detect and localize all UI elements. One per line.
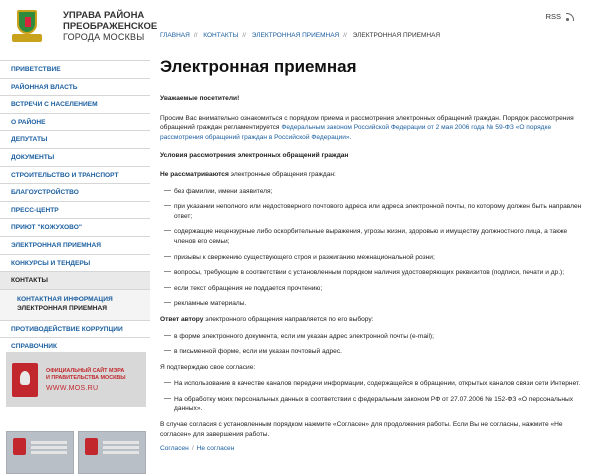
logo-line-3: ГОРОДА МОСКВЫ [63,32,145,42]
nav-item-district-authority[interactable]: РАЙОННАЯ ВЛАСТЬ [0,78,150,96]
nav-item-directory[interactable]: СПРАВОЧНИК [0,337,150,355]
list-item: — в письменной форме, если им указан почтовый адрес. [164,347,342,356]
logo-line-2: ПРЕОБРАЖЕНСКОЕ [63,21,158,32]
list-item: — На использование в качестве каналов передачи информации, содержащейся в обращении, открытых каналов связи сети Интернет. [164,379,581,388]
nav-subitem-e-reception[interactable]: ЭЛЕКТРОННАЯ ПРИЕМНАЯ [17,305,108,313]
rss-label[interactable]: RSS [545,12,561,21]
intro-paragraph: Просим Вас внимательно ознакомиться с порядком приема и рассмотрения электронных обращений граждан. Порядок рассмотрения обращений граждан регламентируется Федеральным законом Российской Федерации от 2 мая 2006 года № 59-ФЗ «О порядке рассмотрения обращений граждан в Российской Федерации». [160,114,574,141]
thumbnail-banner-2[interactable] [78,431,146,474]
list-item: — в форме электронного документа, если им указан адрес электронной почты (e-mail); [164,331,434,340]
agree-link[interactable]: Согласен [160,445,189,453]
consent-intro: Я подтверждаю свое согласие: [160,363,256,371]
breadcrumb-home[interactable]: ГЛАВНАЯ [160,32,190,39]
nav-item-anti-corruption[interactable]: ПРОТИВОДЕЙСТВИЕ КОРРУПЦИИ [0,320,150,338]
mos-ru-banner[interactable] [6,352,146,407]
sidebar-nav [0,60,150,355]
final-note: В случае согласия с установленным порядком нажмите «Согласен» для продолжения работы. Если Вы не согласны, нажмите «Не согласен» для завершения работы. [160,421,563,438]
list-item: — при указании неполного или недостоверного почтового адреса или адреса электронной почты, по которому должен быть направлен ответ; [164,202,582,220]
list-item: — вопросы, требующие в соответствии с установленным порядком наличия удостоверяющих реквизитов (подписи, печати и др.); [164,268,565,277]
nav-item-about[interactable]: О РАЙОНЕ [0,113,150,131]
list-item: — содержащие нецензурные либо оскорбительные выражения, угрозы жизни, здоровью и имуществу должностного лица, а также членов его семьи; [164,227,568,245]
breadcrumb-e-reception[interactable]: ЭЛЕКТРОННАЯ ПРИЕМНАЯ [251,32,340,39]
main-content [160,57,584,452]
nav-item-meetings[interactable]: ВСТРЕЧИ С НАСЕЛЕНИЕМ [0,95,150,113]
not-considered-heading: Не рассматриваются электронные обращения граждан: [160,170,336,178]
breadcrumb: ГЛАВНАЯ // КОНТАКТЫ // ЭЛЕКТРОННАЯ ПРИЕМНАЯ // ЭЛЕКТРОННАЯ ПРИЕМНАЯ [160,32,441,39]
answer-heading: Ответ автору электронного обращения направляется по его выбору: [160,315,374,323]
nav-item-press-center[interactable]: ПРЕСС-ЦЕНТР [0,201,150,219]
list-item: — призывы к свержению существующего строя и разжиганию межнациональной розни; [164,252,435,261]
rss-link[interactable] [546,12,574,21]
logo-line-1: УПРАВА РАЙОНА [63,10,145,21]
banner-line-1: ОФИЦИАЛЬНЫЙ САЙТ МЭРА [46,367,125,374]
nav-item-contacts[interactable]: КОНТАКТЫ [0,271,150,289]
breadcrumb-current: ЭЛЕКТРОННАЯ ПРИЕМНАЯ [352,32,441,39]
nav-item-greeting[interactable]: ПРИВЕТСТВИЕ [0,60,150,78]
nav-item-documents[interactable]: ДОКУМЕНТЫ [0,148,150,166]
list-item: — без фамилии, имени заявителя; [164,186,273,195]
logo-text [63,10,157,52]
nav-item-improvement[interactable]: БЛАГОУСТРОЙСТВО [0,183,150,201]
nav-item-e-reception[interactable]: ЭЛЕКТРОННАЯ ПРИЕМНАЯ [0,236,150,254]
greeting: Уважаемые посетители! [160,95,240,102]
page-title: Электронная приемная [160,57,357,76]
site-logo[interactable] [9,6,169,52]
conditions-title: Условия рассмотрения электронных обращений граждан [160,152,349,160]
banner-text [46,368,126,392]
list-item: — На обработку моих персональных данных в соответствии с федеральным законом РФ от 27.07.2006 № 152-ФЗ «О персональных данных». [164,394,574,413]
nav-subitem-contact-info[interactable]: КОНТАКТНАЯ ИНФОРМАЦИЯ [17,295,113,303]
nav-item-construction[interactable]: СТРОИТЕЛЬСТВО И ТРАНСПОРТ [0,166,150,184]
nav-item-tenders[interactable]: КОНКУРСЫ И ТЕНДЕРЫ [0,254,150,272]
thumbnail-banner-1[interactable] [6,431,74,474]
banner-url: WWW.MOS.RU [46,384,99,392]
list-item: — если текст обращения не поддается прочтению; [164,283,323,292]
federal-law-link[interactable]: Федеральным законом Российской Федерации от 2 мая 2006 года № 59-ФЗ «О порядке рассмотрения обращений граждан в Российской Федерации». [160,124,552,141]
nav-item-deputies[interactable]: ДЕПУТАТЫ [0,130,150,148]
moscow-emblem-icon [12,363,38,397]
disagree-link[interactable]: Не согласен [196,445,235,453]
banner-thumbnails [6,431,146,474]
list-item: — рекламные материалы. [164,299,247,308]
rss-icon[interactable] [566,13,574,21]
consent-actions: Согласен / Не согласен [160,445,235,453]
nav-submenu-contacts [0,289,150,320]
banner-line-2: И ПРАВИТЕЛЬСТВА МОСКВЫ [46,374,126,381]
coat-of-arms-icon [9,6,45,48]
nav-item-shelter[interactable]: ПРИЮТ "КОЖУХОВО" [0,218,150,236]
breadcrumb-contacts[interactable]: КОНТАКТЫ [203,32,239,39]
